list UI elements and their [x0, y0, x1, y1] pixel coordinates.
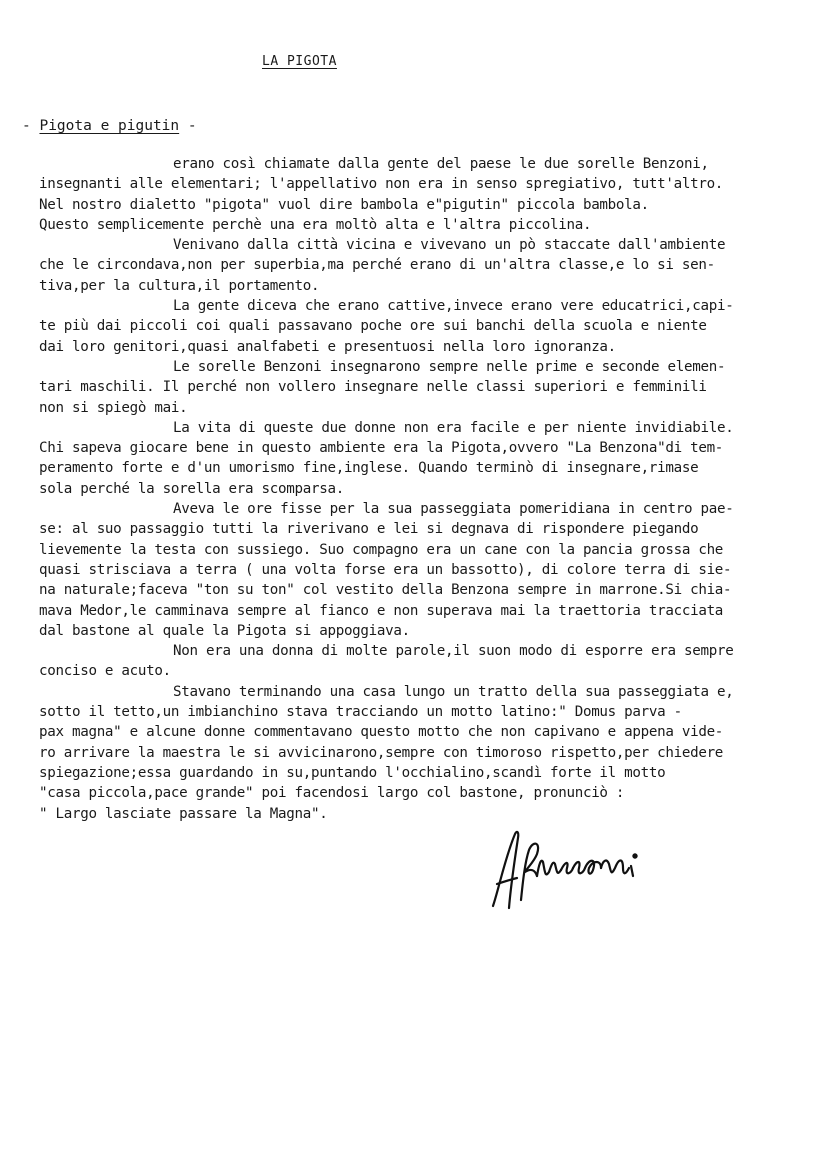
text-line: pax magna" e alcune donne commentavano questo motto che non capivano e appena vide- — [39, 724, 724, 741]
text-line: Aveva le ore fisse per la sua passeggiata pomeridiana in centro pae- — [173, 501, 734, 518]
text-line: La gente diceva che erano cattive,invece erano vere educatrici,capi- — [173, 298, 734, 315]
text-line: Non era una donna di molte parole,il suon modo di esporre era sempre — [173, 643, 734, 660]
text-line: che le circondava,non per superbia,ma perché erano di un'altra classe,e lo si sen- — [39, 257, 715, 274]
text-line: Le sorelle Benzoni insegnarono sempre nelle prime e seconde elemen- — [173, 358, 726, 375]
subtitle-text: Pigota e pigutin — [39, 118, 180, 134]
text-line: te più dai piccoli coi quali passavano poche ore sui banchi della scuola e niente — [39, 318, 707, 335]
text-line: Venivano dalla città vicina e vivevano un pò staccate dall'ambiente — [173, 237, 726, 254]
text-line: sotto il tetto,un imbianchino stava tracciando un motto latino:" Domus parva - — [39, 704, 682, 721]
subtitle-prefix: - — [22, 118, 40, 134]
text-line: insegnanti alle elementari; l'appellativo non era in senso spregiativo, tutt'altro. — [39, 176, 724, 193]
text-line: dai loro genitori,quasi analfabeti e presentuosi nella loro ignoranza. — [39, 338, 616, 355]
text-line: non si spiegò mai. — [39, 399, 188, 416]
text-line: dal bastone al quale la Pigota si appoggiava. — [39, 622, 410, 639]
document-subtitle — [22, 118, 197, 134]
text-line: ro arrivare la maestra le si avvicinarono,sempre con timoroso rispetto,per chiedere — [39, 744, 724, 761]
text-line: erano così chiamate dalla gente del paese le due sorelle Benzoni, — [173, 156, 709, 172]
text-line: quasi strisciava a terra ( una volta forse era un bassotto), di colore terra di sie- — [39, 561, 732, 578]
text-line: La vita di queste due donne non era facile e per niente invidiabile. — [173, 419, 734, 436]
text-line: Questo semplicemente perchè una era moltò alta e l'altra piccolina. — [39, 216, 592, 233]
subtitle-suffix: - — [179, 118, 197, 134]
text-line: Nel nostro dialetto "pigota" vuol dire bambola e"pigutin" piccola bambola. — [39, 196, 649, 213]
text-line: na naturale;faceva "ton su ton" col vestito della Benzona sempre in marrone.Si chia- — [39, 582, 732, 599]
text-line: tari maschili. Il perché non vollero insegnare nelle classi superiori e femminili — [39, 379, 707, 396]
text-line: tiva,per la cultura,il portamento. — [39, 277, 320, 294]
text-line: Chi sapeva giocare bene in questo ambiente era la Pigota,ovvero "La Benzona"di tem- — [39, 440, 724, 457]
text-line: spiegazione;essa guardando in su,puntando l'occhialino,scandì forte il motto — [39, 764, 666, 781]
text-line: mava Medor,le camminava sempre al fianco e non superava mai la traettoria tracciata — [39, 602, 724, 619]
text-line: sola perché la sorella era scomparsa. — [39, 480, 344, 497]
text-line: Stavano terminando una casa lungo un tratto della sua passeggiata e, — [173, 683, 734, 700]
text-line: peramento forte e d'un umorismo fine,inglese. Quando terminò di insegnare,rimase — [39, 460, 699, 477]
text-line: conciso e acuto. — [39, 663, 171, 680]
document-title: LA PIGOTA — [262, 54, 337, 69]
document-body — [39, 154, 809, 824]
text-line: se: al suo passaggio tutti la riverivano e lei si degnava di rispondere piegando — [39, 521, 699, 538]
handwritten-signature — [485, 828, 655, 918]
text-line: " Largo lasciate passare la Magna". — [39, 805, 328, 822]
text-line: lievemente la testa con sussiego. Suo compagno era un cane con la pancia grossa che — [39, 541, 724, 558]
text-line: "casa piccola,pace grande" poi facendosi largo col bastone, pronunciò : — [39, 785, 625, 802]
